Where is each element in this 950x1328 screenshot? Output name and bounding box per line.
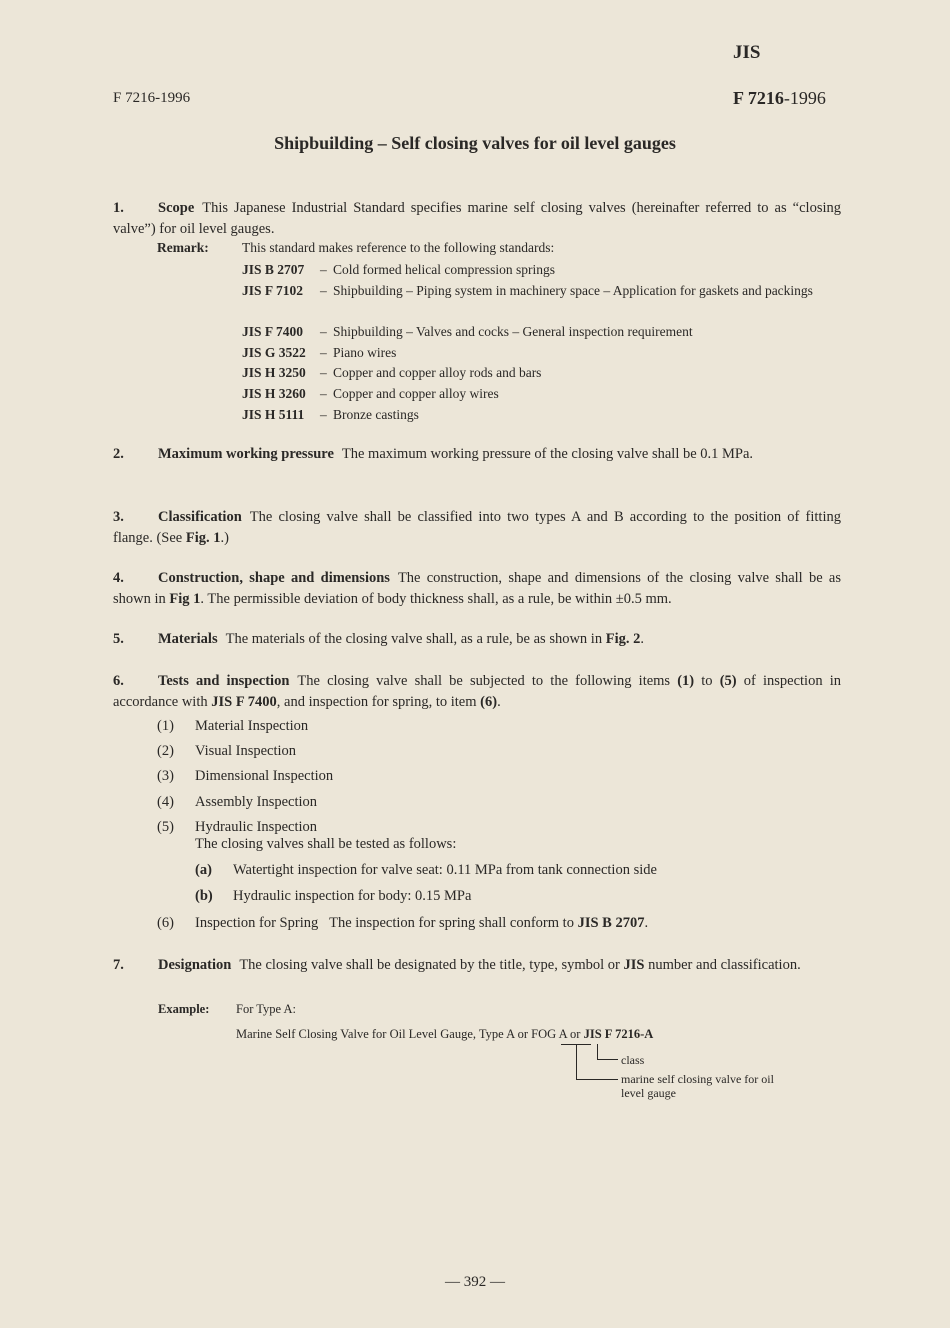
section-classification: 3. Classification The closing valve shall be classified into two types A and B according to the position of fitting flange. (See Fig. 1.) bbox=[113, 509, 841, 546]
standard-code-left: F 7216-1996 bbox=[113, 90, 191, 106]
hydraulic-subitem: (b) Hydraulic inspection for body: 0.15 MPa bbox=[195, 888, 472, 904]
hydraulic-note: The closing valves shall be tested as follows: bbox=[195, 836, 457, 852]
section-designation: 7. Designation The closing valve shall be designated by the title, type, symbol or JIS number and classification. bbox=[113, 957, 801, 973]
example-designation: Marine Self Closing Valve for Oil Level Gauge, Type A or FOG A or JIS F 7216-A bbox=[236, 1027, 654, 1041]
jis-mark: JIS bbox=[733, 42, 761, 63]
reference-item: JIS F 7102 – Shipbuilding – Piping system in machinery space – Application for gaskets and packings bbox=[242, 283, 813, 298]
bracket-line bbox=[576, 1044, 577, 1080]
page-number: — 392 — bbox=[445, 1274, 505, 1290]
bracket-line bbox=[597, 1044, 598, 1060]
designation-symbol: FOG A bbox=[531, 1027, 567, 1041]
reference-item: JIS G 3522 – Piano wires bbox=[242, 345, 397, 360]
example-label: Example: bbox=[158, 1002, 210, 1016]
hydraulic-subitem: (a) Watertight inspection for valve seat: 0.11 MPa from tank connection side bbox=[195, 862, 657, 878]
section-scope: 1. Scope This Japanese Industrial Standard specifies marine self closing valves (hereinafter referred to as “closing valve”) for oil level gauges. bbox=[113, 200, 841, 237]
section-max-pressure: 2. Maximum working pressure The maximum working pressure of the closing valve shall be 0.1 MPa. bbox=[113, 446, 754, 462]
standard-code-right: F 7216-1996 bbox=[733, 88, 826, 108]
example-type: For Type A: bbox=[236, 1002, 297, 1016]
section-materials: 5. Materials The materials of the closing valve shall, as a rule, be as shown in Fig. 2. bbox=[113, 631, 644, 647]
reference-item: JIS B 2707 – Cold formed helical compression springs bbox=[242, 262, 555, 277]
inspection-item: (5) Hydraulic Inspection bbox=[157, 819, 318, 835]
section-construction: 4. Construction, shape and dimensions The construction, shape and dimensions of the closing valve shall be as shown in Fig 1. The permissible deviation of body thickness shall, as a rule, be within ±0.5 mm. bbox=[113, 570, 841, 607]
reference-item: JIS H 3250 – Copper and copper alloy rods and bars bbox=[242, 365, 542, 380]
document-title: Shipbuilding – Self closing valves for oil level gauges bbox=[274, 133, 676, 153]
inspection-item: (6) Inspection for Spring The inspection for spring shall conform to JIS B 2707. bbox=[157, 915, 649, 931]
remark-label: Remark: bbox=[157, 240, 209, 255]
inspection-item: (2) Visual Inspection bbox=[157, 743, 297, 759]
inspection-item: (1) Material Inspection bbox=[157, 718, 309, 734]
remark-intro: This standard makes reference to the following standards: bbox=[242, 240, 555, 255]
bracket-line bbox=[576, 1079, 618, 1080]
inspection-item: (4) Assembly Inspection bbox=[157, 794, 318, 810]
inspection-item: (3) Dimensional Inspection bbox=[157, 768, 334, 784]
bracket-line bbox=[597, 1059, 618, 1060]
reference-item: JIS F 7400 – Shipbuilding – Valves and cocks – General inspection requirement bbox=[242, 324, 693, 339]
reference-item: JIS H 3260 – Copper and copper alloy wires bbox=[242, 386, 499, 401]
section-tests: 6. Tests and inspection The closing valve shall be subjected to the following items (1) to (5) of inspection in accordance with JIS F 7400, and inspection for spring, to item (6). bbox=[113, 673, 841, 710]
reference-item: JIS H 5111 – Bronze castings bbox=[242, 407, 419, 422]
annotation-class: class bbox=[621, 1053, 645, 1067]
annotation-valve: marine self closing valve for oil level gauge bbox=[621, 1072, 774, 1100]
